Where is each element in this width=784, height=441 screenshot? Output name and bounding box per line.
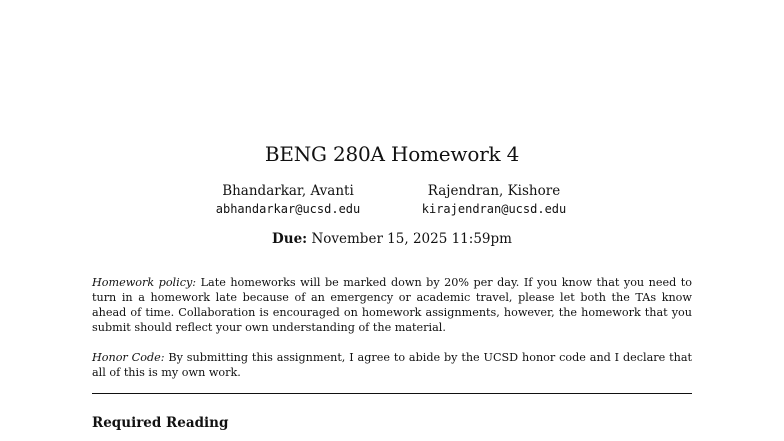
due-label: Due: xyxy=(272,231,308,247)
document-title: BENG 280A Homework 4 xyxy=(264,142,520,166)
author-email: kirajendran@ucsd.edu xyxy=(421,202,567,216)
homework-policy-paragraph xyxy=(92,275,692,335)
honor-code-label: Honor Code: xyxy=(92,351,165,364)
author-name: Bhandarkar, Avanti xyxy=(222,183,354,199)
homework-policy-text: Late homeworks will be marked down by 20% per day. If you know that you need to turn in a homework late because of an emergency or academic travel, please let both the TAs know ahead of time. Collaboration is encouraged on homework assignments, however, the homework that you submit should reflect your own understanding of the material. xyxy=(92,276,692,334)
author-email: abhandarkar@ucsd.edu xyxy=(215,202,361,216)
due-value: November 15, 2025 11:59pm xyxy=(311,231,512,247)
honor-code-text: By submitting this assignment, I agree to abide by the UCSD honor code and I declare that all of this is my own work. xyxy=(92,351,692,379)
author-name: Rajendran, Kishore xyxy=(427,183,561,199)
author-2 xyxy=(364,182,624,218)
due-date-line xyxy=(0,229,784,249)
horizontal-rule xyxy=(92,393,692,394)
section-heading: Required Reading xyxy=(92,415,229,431)
homework-policy-label: Homework policy: xyxy=(92,276,197,289)
honor-code-paragraph xyxy=(92,350,692,380)
